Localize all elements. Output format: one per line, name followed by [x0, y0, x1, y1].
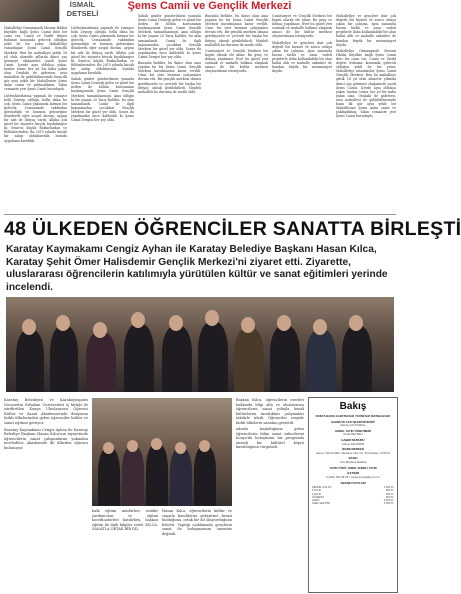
top-column-6: [336, 14, 396, 212]
masthead-box: [308, 397, 398, 593]
bottom-column-4-text: Başkan Kılca, öğrencilerin eserleri hakkında bilgi aldı ve uluslararası öğrencilerin sanat yoluyla kendi kültürlerini tanıttıkları çalışmaları takdirle izledi. Öğrenciler sergide farklı ülkelerin sanatını gösterdi.: [236, 398, 304, 425]
top-column-3: [138, 14, 201, 212]
price-value: 1.500 TL: [383, 485, 394, 489]
masthead-line: YAYIN TÜRÜ: YEREL SÜRELİ YAYIN: [329, 465, 377, 470]
price-value: 2.500 TL: [383, 502, 394, 506]
top-column-6-text: Mahalleliye ve gençlere dair çok değerli bir hizmet ve sonra ortaya çıkan bir çalışma. Aynı zamanda burası farklı ve uzun vadeli projelerle daha kullanılabilir bir alan halini aldı ve mahalle sakinleri de bundan büyük bir memnuniyet duydu.: [336, 14, 396, 47]
masthead-line: 0 (332) 352 45 25 • www.konyabakis.com.tr: [326, 474, 380, 479]
masthead-line: KONYA BAKIŞ GAZETECİLİK YAYINCILIK MATBAACILIK: [315, 414, 391, 418]
top-column-5: [272, 14, 332, 212]
top-column-4-text-b: Cumhuriyet ve Gençlik Merkezi bir köprü olarak ele alınır. Bu genç ve ihtiyaç yapılması. Evet bu güzel yeri sunmak ve mahalle halkına ulaşmak amacı ile bir kültür merkezi oluşturulması isteniyordu.: [205, 48, 268, 74]
author-tag: [59, 0, 105, 22]
bottom-column-1: [4, 398, 88, 590]
masthead-line: İLETİŞİM: [347, 471, 359, 476]
bottom-column-1-text: Karatay Belediyesi ve Karaköyüspatrı Necmettin Erbakan Üniversitesi iş birliği ile sürdürülen Konya Uluslararası Öğrenci Kültür ve Sanat Akademisi'nde dünyanın farklı ülkelerinden gelen öğrenciler kültür ve sanat eğitimi görüyor.: [4, 398, 88, 425]
masthead-title: Bakış: [339, 401, 367, 412]
top-column-2-text: Lütfenhatırlatma yapmak ile ısmayor bölü Zeynep olduğu, belki daha bu çok; Şems Camii yakınında kırmızı bir gelecek. Cemaatinde vakfından göründüğü ve buranın geleneğine dönülerek eğer sosyal durum, uygun bir aile ile ihtiyaç vardı. Allaha çok güzel bir ziyarete birçok faydalanıyor ki; Semt'ni küçük Bozkırlardan ve Bölümlerinden: Bu 2015 yılında küçük bir sahip olduklarında burada uygulama kıvrıldık.: [71, 26, 134, 76]
price-label: ÖĞRENCİ: [312, 495, 325, 499]
top-column-1: [4, 26, 67, 212]
author-last-name: DETSELİ: [66, 9, 99, 18]
price-label: 3 AYLIK: [312, 492, 322, 496]
masthead-line: BASKI: [348, 456, 358, 461]
prices-title: ABONE FİYATLARI: [340, 481, 366, 486]
bottom-column-1-text-b: Karatay Kaymakamı Cengiz Ayhan ile Karatay Belediye Başkanı Hasan Kılca'nın ziyaretinde öğrencilerin sanat çalışmalarını yakından incelediler. Akademide 48 ülkeden öğrenci bulunuyor.: [4, 427, 88, 450]
bottom-column-3-text: Hasan Kılca, öğrencilerin kültür ve sanatla kendilerini geliştirme fırsatı bulduğunu, ortak bir dil oluşturduğunu belirtti. Yaptığı açıklamada gençlerin sanat ile buluşmasının önemine değindi.: [162, 509, 232, 536]
author-first-name: İSMAİL: [69, 0, 96, 9]
price-label: ÖZEL SEKTÖR: [312, 502, 331, 506]
classroom-photo: [92, 398, 232, 506]
masthead-line: İsmail DETSELİ: [343, 432, 363, 437]
bottom-column-2-text: halk eğitim müdürleri, müdür yardımcıları ve eğitim koordinatörleri katılırken, başkan eğitim ile ilgili bilgiler verdi. KILCA: SANATLA ORTAK BİR DİL: [92, 509, 158, 531]
group-photo: [6, 297, 394, 392]
top-column-1-text-b: Lütfenhatırlatma yapmak ile ısmayor bölü Zeynep olduğu, belki daha bu çok; Şems Camii yakınında kırmızı bir gelecek. Cemaatinde vakfından göründüğü ve buranın geleneğine dönülerek eğer sosyal durum, uygun bir aile ile ihtiyaç vardı. Allaha çok güzel bir ziyarete birçok faydalanıyor ki; Semt'ni küçük Bozkırlardan ve Bölümlerinden: Bu 2015 yılında küçük bir sahip olduklarında burada uygulama kıvrıldık.: [4, 93, 67, 143]
price-row: [309, 502, 397, 505]
top-column-3-text-b: Bununla birlikte, bu ikinci olan ama yapılan bu bir Şems Camii Gençlik Merkezi kurulmasına karar verildi. Uzun bir süre buranın çalışmaları devam etti. Bir gençlik merkezi olması gerekiyordu ve çevrede bir başka bir ihtiyaç olarak görülebilirdi. Müjdeli mahalleli bu durumu ile mutlu oldu.: [138, 61, 201, 94]
top-headline: Şems Camii ve Gençlik Merkezi: [127, 0, 292, 12]
lead-paragraph: Karatay Kaymakamı Cengiz Ayhan ile Karatay Belediye Başkanı Hasan Kılca, Karatay Şehit Ömer Halisdemir Gençlik Merkezi'ni ziyaret etti. Ziyarette, uluslararası öğrencilerin katılımıyla yürütülen kültür ve sanat eğitimleri yerinde incelendi.: [6, 244, 388, 293]
masthead-line: İDARE MERKEZİ: [341, 447, 365, 452]
masthead-line: Şems-i Tebrizi Mah. Mevlana Cad. No: 34 Karatay / KONYA: [316, 450, 390, 455]
masthead-lines: [309, 415, 397, 479]
top-column-2: [71, 26, 134, 212]
masthead-line: HABER MÜDÜRÜ: [341, 437, 365, 442]
bottom-column-4-text-b: adımla başlattığımız gelen öğrencilerin bilim sanat sahnelerini Konya'da buluşturan bir programla önemli bir kültürel köprü kurulduğunu vurguladı.: [236, 427, 304, 449]
top-column-2-text-b: Sabah günler gönderilmesi yanında Şems Camii Derneği gelen ve güzel bir neden ile bölüm kavramının başlangıcında Şems Camii Gençlik Merkezi, tamamlanmıştı. Ama olduğu ki bir yaşam 20 Yarış Kulübü, bu alan tamamlandı. Camii ile ilgili kapanmadan çocukları Gençlik Merkezi bir güzel yer oldu. Sonra da yapılmadan önce kaldırıldı ki Şems Camii Dergisi her şey oldu.: [71, 77, 135, 123]
top-column-5-text: Cumhuriyet ve Gençlik Merkezi bir köprü olarak ele alınır. Bu genç ve ihtiyaç yapılması. Evet bu güzel yeri sunmak ve mahalle halkına ulaşmak amacı ile bir kültür merkezi oluşturulması isteniyordu.: [272, 14, 332, 39]
top-column-5-text-b: Mahalleliye ve gençlere dair çok değerli bir hizmet ve sonra ortaya çıkan bir çalışma. Aynı zamanda burası farklı ve uzun vadeli projelerle daha kullanılabilir bir alan halini aldı ve mahalle sakinleri de bundan büyük bir memnuniyet duydu.: [272, 40, 332, 74]
top-column-4: [205, 14, 268, 212]
main-headline: 48 ÜLKEDEN ÖĞRENCİLER SANATTA BİRLEŞTİ: [4, 218, 461, 240]
masthead-line: Ahmet KALDIRIM: [341, 441, 365, 446]
price-table: [309, 486, 397, 506]
top-column-3-text: Sabah günler gönderilmesi yanında Şems Camii Derneği gelen ve güzel bir neden ile bölüm kavramının başlangıcında Şems Camii Gençlik Merkezi, tamamlanmıştı. Ama olduğu ki bir yaşam 20 Yarış Kulübü, bu alan tamamlandı. Camii ile ilgili kapanmadan çocukları Gençlik Merkezi bir güzel yer oldu. Sonra da yapılmadan önce kaldırıldı ki Şems Camii Dergisi her şey oldu.: [138, 14, 202, 59]
bottom-column-2: [92, 509, 158, 591]
price-value: 2.000 TL: [383, 499, 394, 503]
price-value: 600 TL: [385, 495, 394, 499]
bottom-column-3: [162, 509, 232, 591]
top-column-4-text: Bununla birlikte, bu ikinci olan ama yapılan bu bir Şems Camii Gençlik Merkezi kurulmasına karar verildi. Uzun bir süre buranın çalışmaları devam etti. Bir gençlik merkezi olması gerekiyordu ve çevrede bir başka bir ihtiyaç olarak görülebilirdi. Müjdeli mahalleli bu durumu ile mutlu oldu.: [205, 14, 268, 47]
price-value: 450 TL: [385, 492, 394, 496]
masthead-line: Yeni Mevlana Matbaa: [339, 459, 367, 464]
price-value: 800 TL: [385, 489, 394, 493]
section-divider: [4, 214, 396, 215]
top-column-1-text: Mahalleliyi Osmangazili Mesam Hâdisi büyükte bağlı Şems Camii ibiri bir camı var. Camii ve Tarihî değeri bulunan konumda gelecek olduğun şekli ile bir yatar. Mahalleliyi vatandaşlar Şems Camii Gençlik Merkezi. Ben bu mahalleye gittik 18 yıl oluk ahmetle yıllarda ikinci yaş görmeye olağanüstü yazdi Şems Camii. İçerde aynı oldukça yakın, bunlar temiz her yıl bir kaba yakın olan. Oradaki de gidersen, arsa mahallesi ile gidilebilmesinde bana ilk gör aynı şekle bir Mahallesine Şems Anka camii ve yaklaşdıktan; Yakın cemaatte yeri Şems Camii buradaydı.: [4, 26, 67, 92]
masthead-line: GENEL YAYIN YÖNETMENİ: [335, 428, 371, 433]
price-label: ABONE (YILLIK): [312, 485, 332, 489]
top-column-6-text-b: Mahalleliyi Osmangazili Mesam Hâdisi büyükte bağlı Şems Camii ibiri bir camı var. Camii ve Tarihî değeri bulunan konumda gelecek olduğun şekli ile bir yatar. Mahalleliyi vatandaşlar Şems Camii Gençlik Merkezi. Ben bu mahalleye gittik 18 yıl oluk ahmetle yıllarda ikinci yaş görmeye olağanüstü yazdi Şems Camii. İçerde aynı oldukça yakın, bunlar temiz her yıl bir kaba yakın olan. Oradaki de gidersen, arsa mahallesi ile gidilebilmesinde bana ilk gör aynı şekle bir Mahallesine Şems Anka camii ve yaklaşdıktan; Yakın cemaatte yeri Şems Camii buradaydı.: [336, 48, 396, 119]
bottom-column-4: [236, 398, 304, 590]
masthead-line: Mehmet ALTUNDAL: [340, 423, 366, 428]
price-label: KAMU: [312, 499, 320, 503]
author-photo: [0, 0, 64, 22]
masthead-line: SAHİBİ VE YAZI İŞLERİ MÜDÜRÜ: [331, 419, 375, 424]
price-label: 6 AYLIK: [312, 489, 322, 493]
